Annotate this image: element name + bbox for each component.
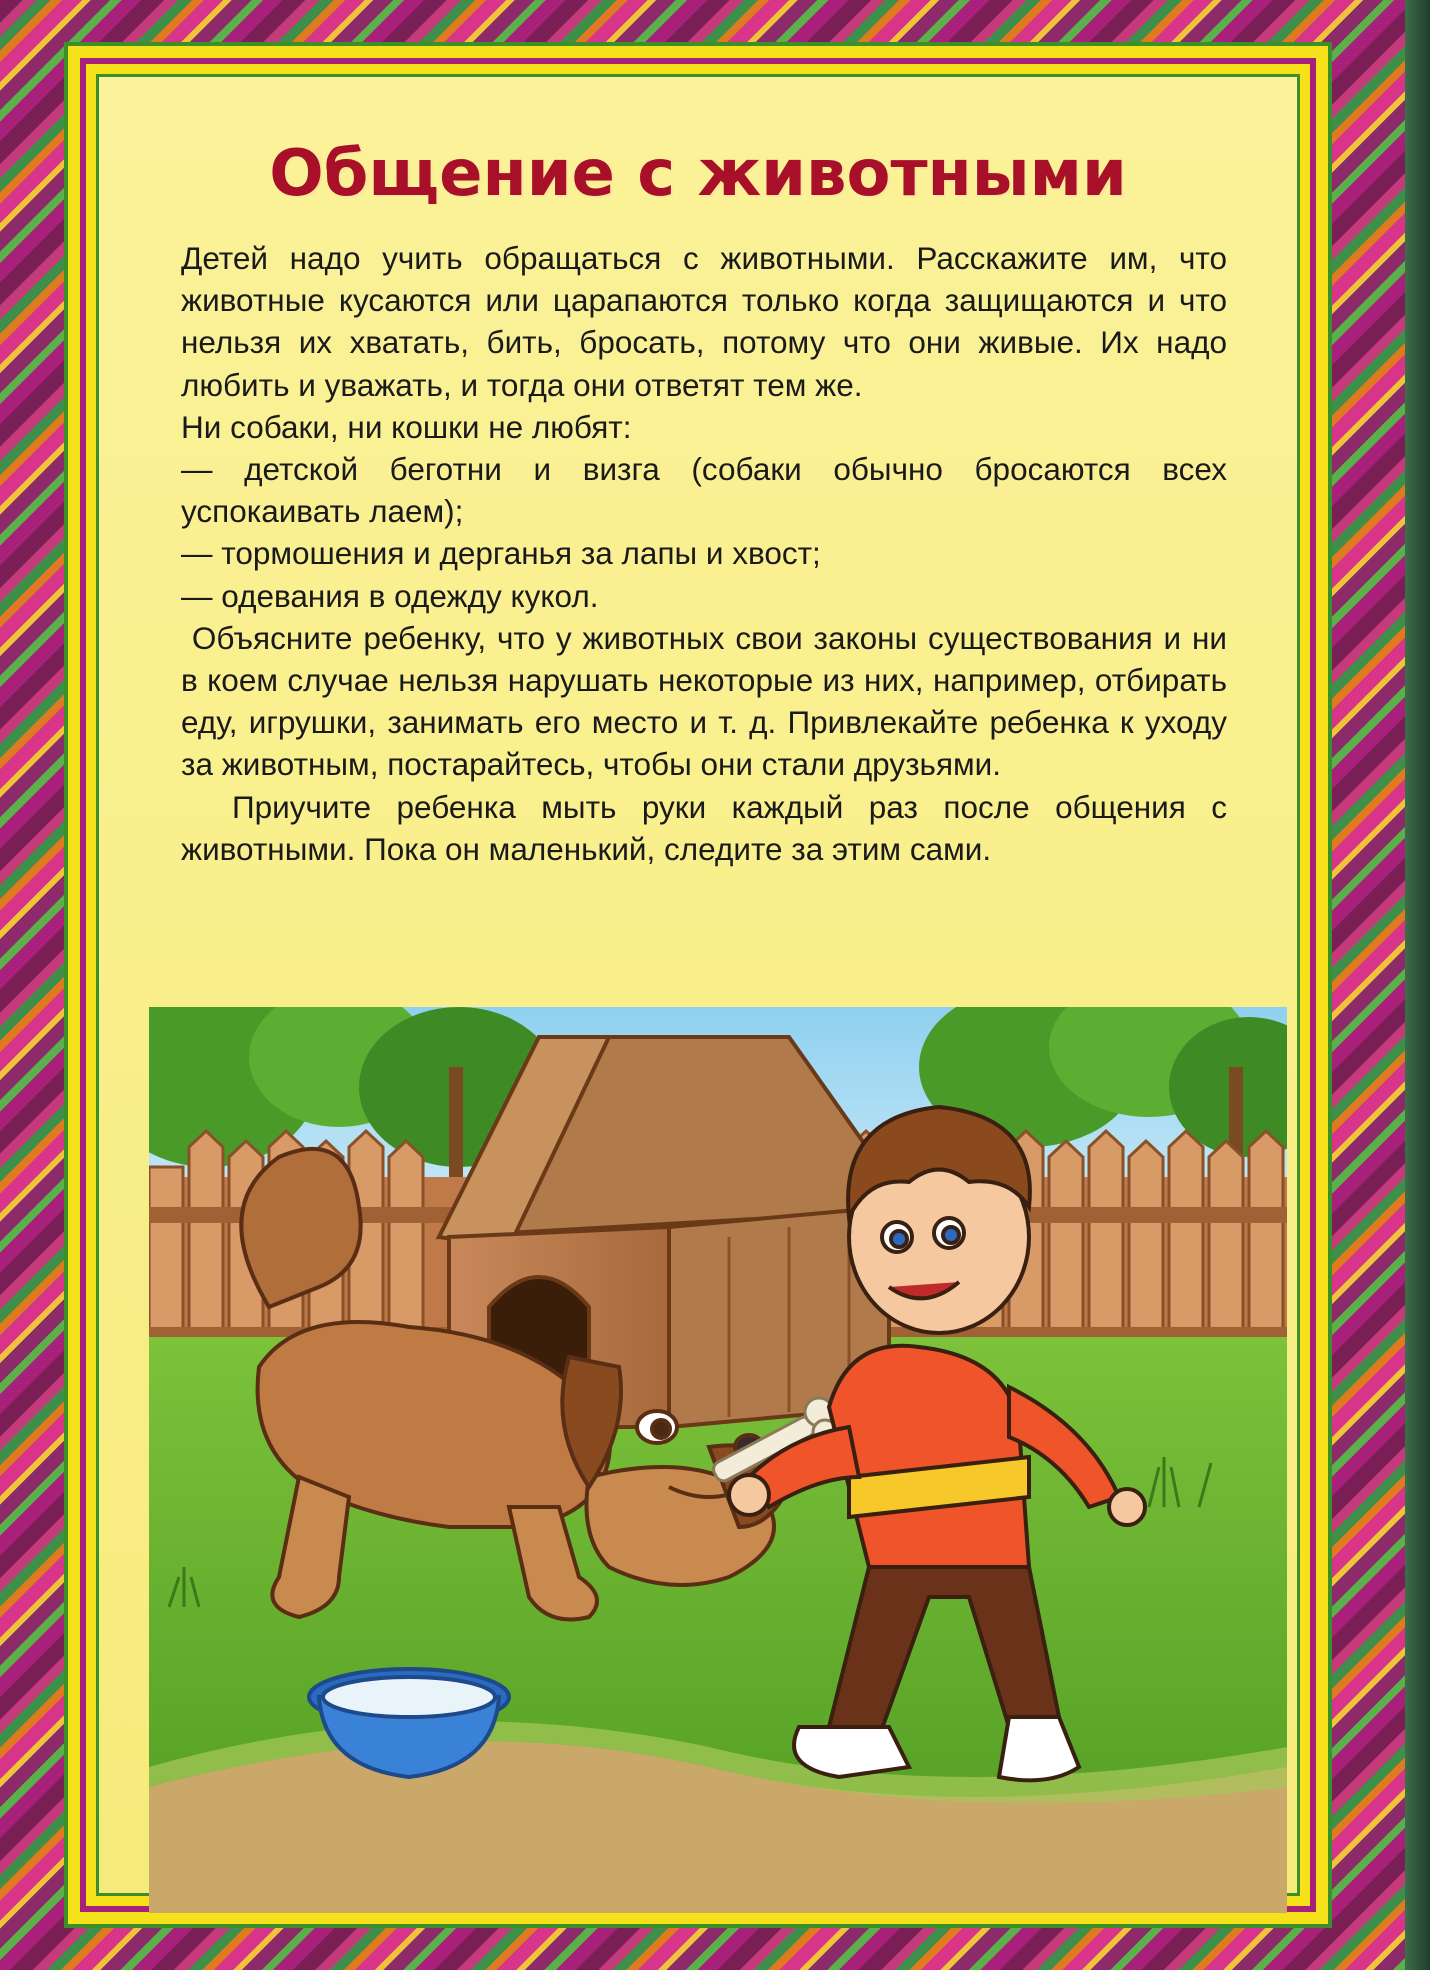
- list-item-running: — детской беготни и визга (собаки обычно бросаются всех успокаивать лаем);: [181, 451, 1227, 530]
- paragraph-laws: Объясните ребенку, что у животных свои законы существования и ни в коем случае нельзя нарушать некоторые из них, например, отбирать еду, игрушки, занимать его место и т. д. Привлекайте ребенка к уходу за животным, постарайтесь, чтобы они стали друзьями.: [181, 619, 1236, 783]
- illustration-boy-and-dog: [149, 1007, 1287, 1913]
- content-panel: [96, 74, 1300, 1896]
- paragraph-intro: Детей надо учить обращаться с животными. Расскажите им, что животные кусаются или царапаются только когда защищаются и что нельзя их хватать, бить, бросать, потому что они живые. Их надо любить и уважать, и тогда они ответят тем же.: [181, 240, 1227, 403]
- body-text: [181, 237, 1236, 870]
- list-item-dressing: — одевания в одежду кукол.: [181, 577, 599, 614]
- outer-frame: [64, 42, 1332, 1928]
- paragraph-wash-hands: Приучите ребенка мыть руки каждый раз после общения с животными. Пока он маленький, следите за этим сами.: [181, 788, 1236, 867]
- list-item-pulling: — тормошения и дерганья за лапы и хвост;: [181, 535, 821, 572]
- middle-frame: [80, 58, 1316, 1912]
- book-spine-edge: [1405, 0, 1430, 1970]
- page-title: Общение с животными: [269, 137, 1127, 211]
- paragraph-dislikes-heading: Ни собаки, ни кошки не любят:: [181, 408, 632, 445]
